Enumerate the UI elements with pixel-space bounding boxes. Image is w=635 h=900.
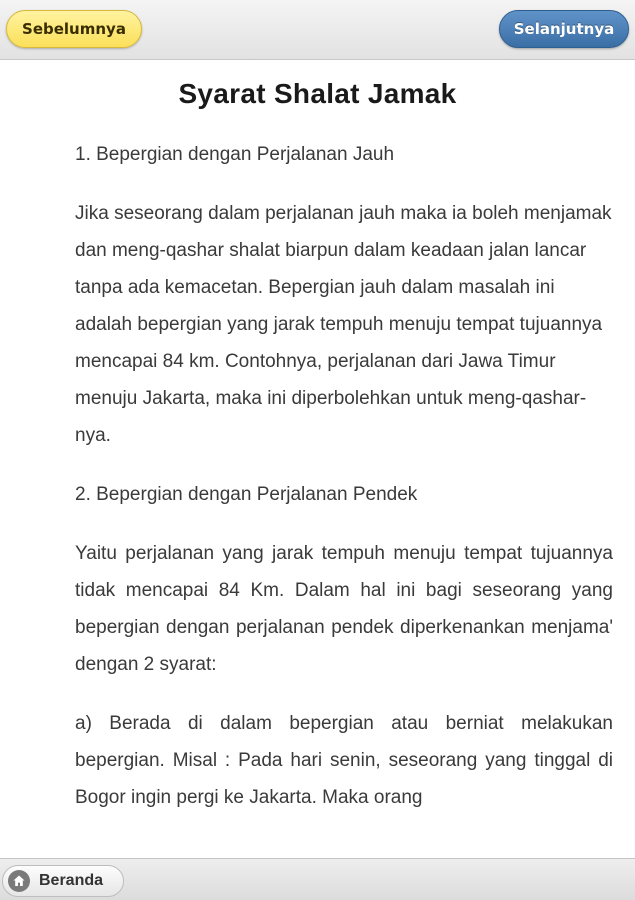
- previous-button[interactable]: Sebelumnya: [6, 10, 142, 48]
- home-label: Beranda: [39, 872, 104, 889]
- bottom-toolbar: [0, 858, 635, 900]
- top-toolbar: [0, 0, 635, 60]
- paragraph-1: Jika seseorang dalam perjalanan jauh maka ia boleh menjamak dan meng-qashar shalat biarpun dalam keadaan jalan lancar tanpa ada kemacetan. Bepergian jauh dalam masalah ini adalah bepergian yang jarak tempuh menuju tempat tujuannya mencapai 84 km. Contohnya, perjalanan dari Jawa Timur menuju Jakarta, maka ini diperbolehkan untuk meng-qashar-nya.: [75, 203, 612, 446]
- paragraph-3: a) Berada di dalam bepergian atau berniat melakukan bepergian. Misal : Pada hari senin, seseorang yang tinggal di Bogor ingin pergi ke Jakarta. Maka orang: [75, 713, 613, 808]
- section-heading-1: 1. Bepergian dengan Perjalanan Jauh: [75, 144, 395, 165]
- article-content[interactable]: [0, 60, 635, 858]
- home-icon: [8, 870, 30, 892]
- paragraph-2: Yaitu perjalanan yang jarak tempuh menuju tempat tujuannya tidak mencapai 84 Km. Dalam hal ini bagi seseorang yang bepergian dengan perjalanan pendek diperkenankan menjama' dengan 2 syarat:: [75, 543, 613, 675]
- section-heading-2: 2. Bepergian dengan Perjalanan Pendek: [75, 484, 418, 505]
- next-button[interactable]: Selanjutnya: [499, 10, 629, 48]
- page-title: Syarat Shalat Jamak: [178, 78, 457, 109]
- article-body: [0, 136, 635, 816]
- home-button[interactable]: [2, 865, 124, 897]
